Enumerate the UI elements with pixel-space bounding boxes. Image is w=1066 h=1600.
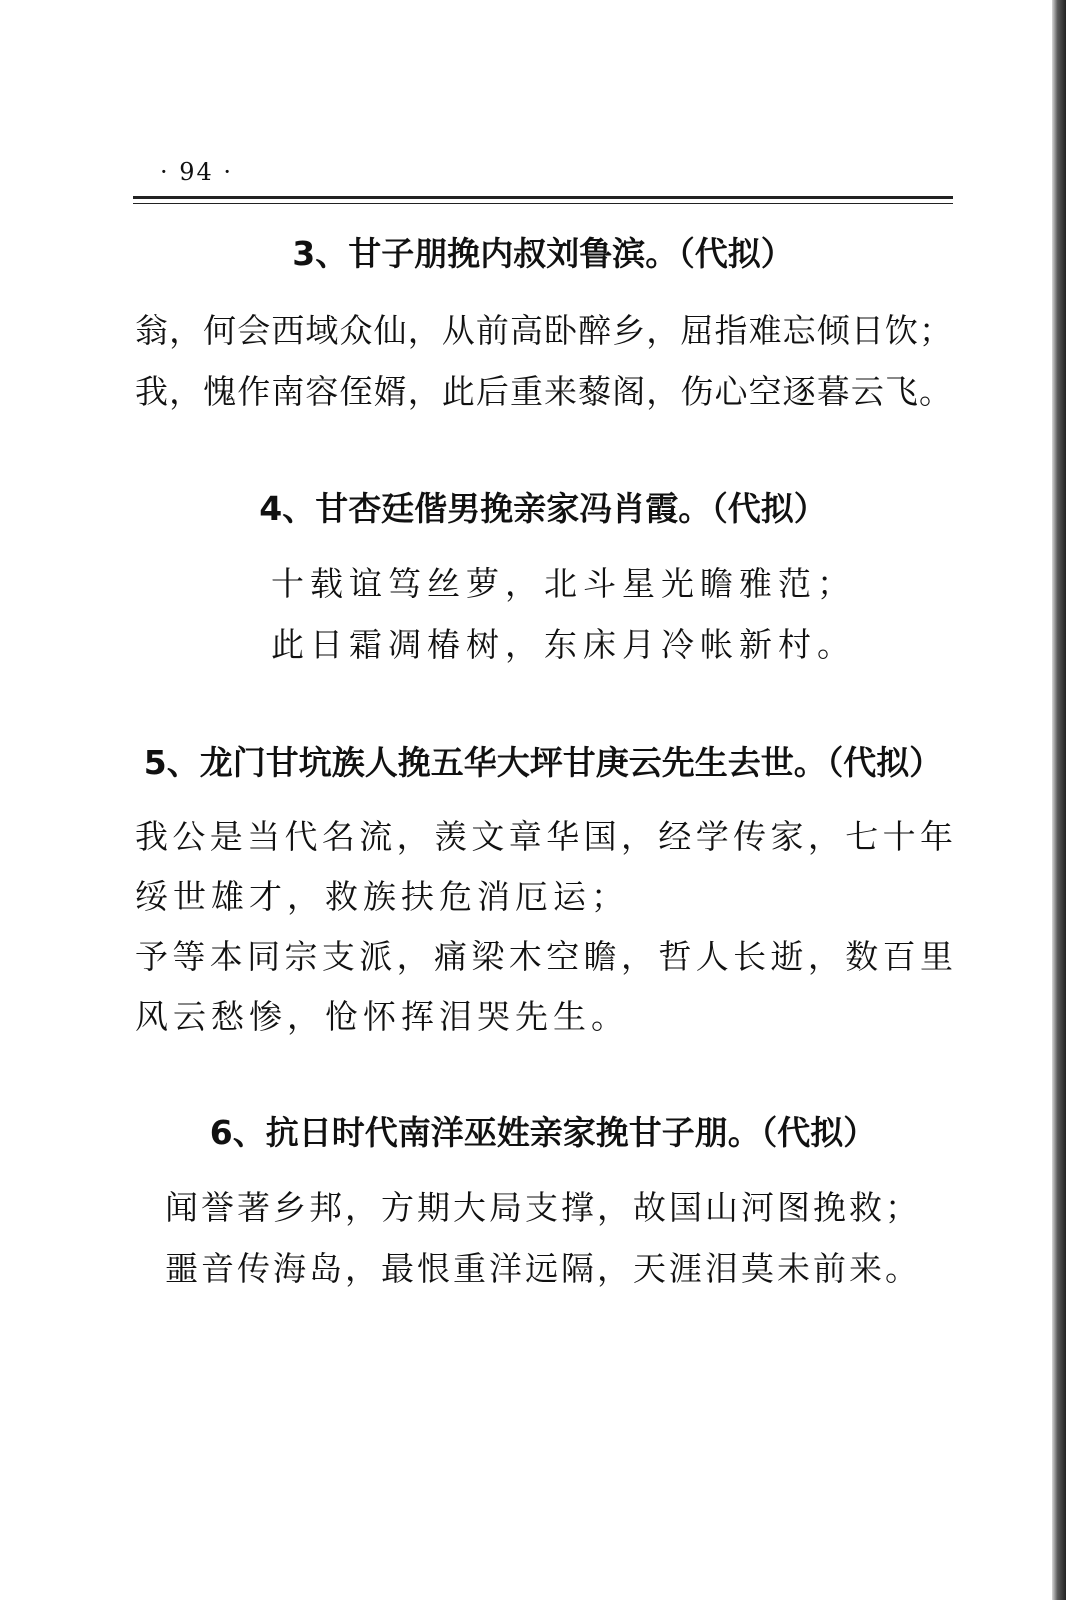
couplet-line: 十载谊笃丝萝，北斗星光瞻雅范； — [271, 564, 856, 603]
header-rule — [133, 196, 953, 204]
couplet-line: 噩音传海岛，最恨重洋远隔，天涯泪莫未前来。 — [165, 1249, 921, 1288]
couplet-line: 闻誉著乡邦，方期大局支撑，故国山河图挽救； — [165, 1188, 921, 1227]
couplet-line: 予等本同宗支派，痛梁木空瞻，哲人长逝，数百里 — [135, 937, 953, 976]
couplet-line: 我，愧作南容侄婿，此后重来藜阁，伤心空逐暮云飞。 — [135, 372, 953, 411]
section-heading: 4、甘杏廷偕男挽亲家冯肖霞。（代拟） — [259, 489, 827, 528]
couplet-line: 绥世雄才，救族扶危消厄运； — [135, 877, 629, 916]
section-heading: 3、甘子朋挽内叔刘鲁滨。（代拟） — [292, 234, 794, 273]
section-heading: 6、抗日时代南洋巫姓亲家挽甘子朋。（代拟） — [209, 1113, 877, 1152]
section-heading: 5、龙门甘坑族人挽五华大坪甘庚云先生去世。（代拟） — [143, 743, 943, 782]
page-number: · 94 · — [160, 158, 234, 186]
couplet-line: 翁，何会西域众仙，从前高卧醉乡，屈指难忘倾日饮； — [135, 311, 953, 350]
page-edge-shadow — [1052, 0, 1066, 1600]
couplet-line: 此日霜凋椿树，东床月冷帐新村。 — [271, 625, 856, 664]
couplet-line: 我公是当代名流，羡文章华国，经学传家，七十年 — [135, 817, 953, 856]
couplet-line: 风云愁惨，怆怀挥泪哭先生。 — [135, 997, 629, 1036]
